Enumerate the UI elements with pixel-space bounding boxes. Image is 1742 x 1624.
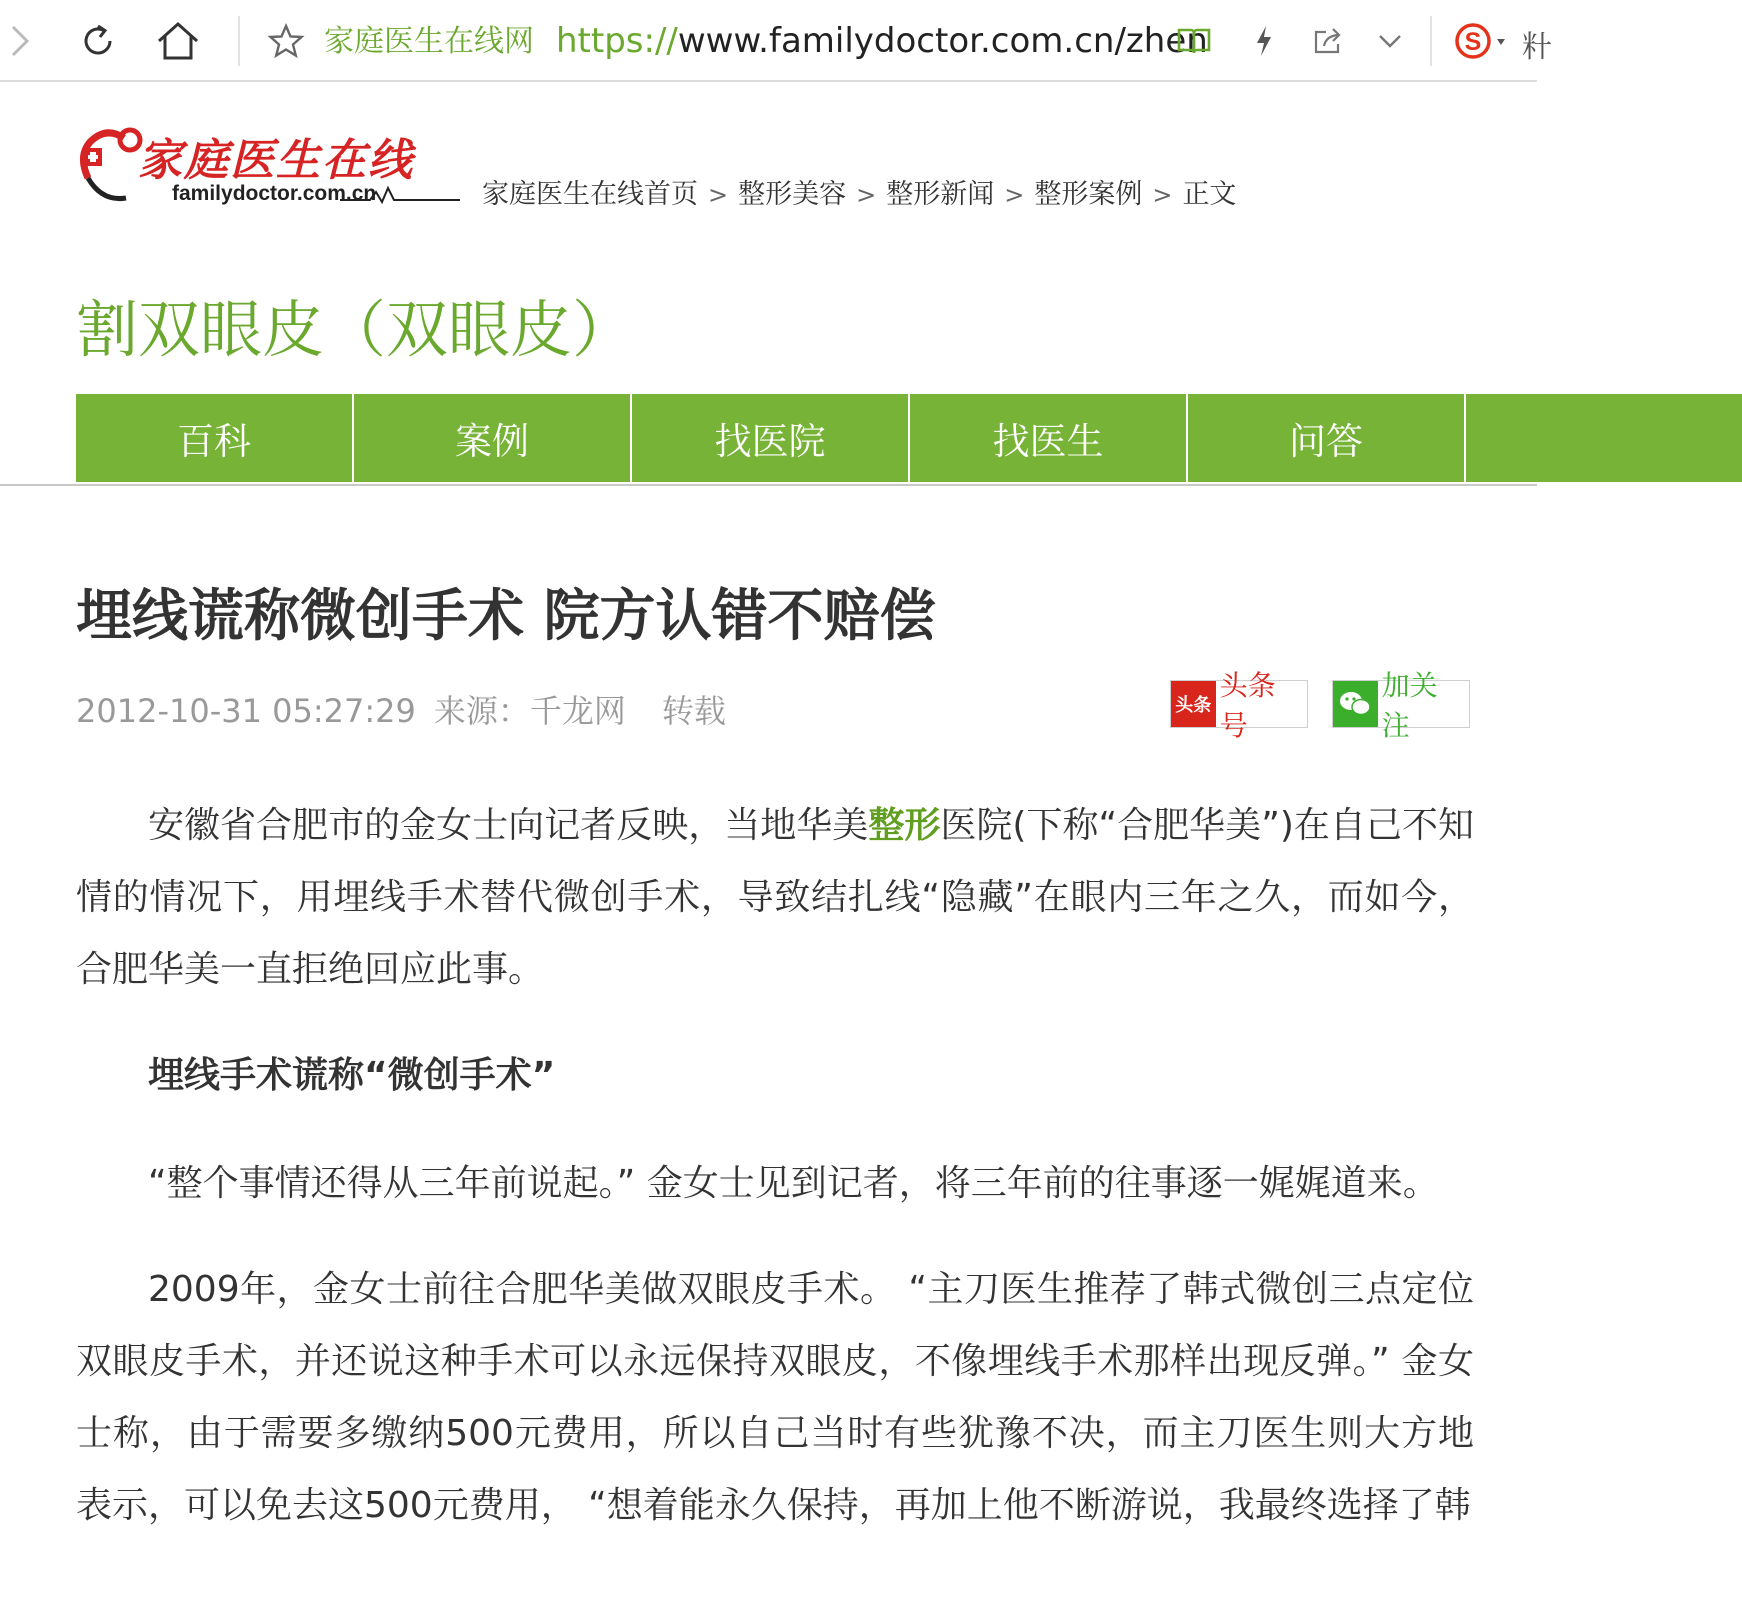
reader-mode-icon[interactable] <box>1172 0 1216 82</box>
site-logo[interactable] <box>76 118 460 218</box>
address-bar[interactable] <box>556 0 1208 82</box>
article-title: 埋线谎称微创手术 院方认错不赔偿 <box>76 584 936 649</box>
chevron-down-icon[interactable] <box>1370 0 1410 82</box>
sogou-extension-icon[interactable] <box>1450 0 1520 82</box>
article-meta <box>76 686 744 732</box>
url-text: www.familydoctor.com.cn/zhen <box>677 21 1208 61</box>
article-subheading: 埋线手术谎称“微创手术” <box>148 1055 556 1096</box>
article-paragraph <box>76 790 1474 1006</box>
logo-text: 家庭医生在线 <box>138 135 414 186</box>
channel-title: 割双眼皮（双眼皮） <box>76 293 635 366</box>
logo-domain: familydoctor.com.cn <box>172 182 377 205</box>
toutiao-icon: 头条 <box>1171 681 1216 727</box>
article-repost-label: 转载 <box>661 692 726 730</box>
wechat-label: 加关注 <box>1381 669 1438 742</box>
lightning-icon[interactable] <box>1244 0 1284 82</box>
home-icon[interactable] <box>150 0 206 82</box>
toolbar-divider <box>1430 16 1432 66</box>
nav-item-cases[interactable]: 案例 <box>354 394 630 482</box>
breadcrumb-separator: > <box>1152 181 1173 209</box>
breadcrumb-cases[interactable]: 整形案例 <box>1034 179 1143 210</box>
article-paragraph: 2009年，金女士前往合肥华美做双眼皮手术。 “主刀医生推荐了韩式微创三点定位双眼皮手术，并还说这种手术可以永远保持双眼皮，不像埋线手术那样出现反弹。” 金女士称，由于需要多缴纳500元费用，所以自己当时有些犹豫不决，而主刀医生则大方地表示，可以免去这500元费用， “想着能永久保持，再加上他不断游说，我最终选择了韩 <box>76 1269 1474 1526</box>
svg-text:S: S <box>1464 28 1482 56</box>
channel-nav <box>76 394 1537 482</box>
reload-icon[interactable] <box>72 0 124 82</box>
toutiao-follow-button[interactable] <box>1170 669 1308 742</box>
browser-toolbar <box>0 0 1552 82</box>
article-source: 来源：千龙网 <box>433 692 626 730</box>
url-scheme: https:// <box>556 21 678 61</box>
nav-item-find-hospital[interactable]: 找医院 <box>632 394 908 482</box>
breadcrumb-news[interactable]: 整形新闻 <box>886 179 995 210</box>
paragraph-text: 安徽省合肥市的金女士向记者反映，当地华美 <box>148 805 869 846</box>
forward-icon[interactable] <box>0 0 40 82</box>
breadcrumb-separator: > <box>856 181 877 209</box>
toolbar-divider <box>238 16 240 66</box>
keyword-link[interactable]: 整形 <box>868 805 941 846</box>
nav-item-find-doctor[interactable]: 找医生 <box>910 394 1186 482</box>
wechat-icon <box>1333 681 1378 727</box>
article-body <box>76 790 1474 1576</box>
bookmark-star-icon[interactable] <box>266 0 306 82</box>
paragraph-text: 医院(下称“合肥华美”)在自己不知情的情况下，用埋线手术替代微创手术，导致结扎线“隐藏”在眼内三年之久，而如今，合肥华美一直拒绝回应此事。 <box>76 805 1474 990</box>
clipped-toolbar-text: 籵 <box>1522 30 1552 65</box>
breadcrumb-current: 正文 <box>1182 179 1237 210</box>
breadcrumb-separator: > <box>1004 181 1025 209</box>
breadcrumb <box>482 172 1236 211</box>
article-paragraph: “整个事情还得从三年前说起。” 金女士见到记者，将三年前的往事逐一娓娓道来。 <box>148 1163 1439 1204</box>
article-datetime: 2012-10-31 05:27:29 <box>76 692 416 730</box>
heartbeat-line-icon <box>340 184 460 204</box>
toutiao-label: 头条号 <box>1219 669 1276 742</box>
share-icon[interactable] <box>1308 0 1348 82</box>
nav-divider <box>0 484 1537 486</box>
nav-item-more[interactable] <box>1466 394 1742 482</box>
nav-item-encyclopedia[interactable]: 百科 <box>76 394 352 482</box>
breadcrumb-separator: > <box>708 181 729 209</box>
breadcrumb-home[interactable]: 家庭医生在线首页 <box>482 179 698 210</box>
site-name-label: 家庭医生在线网 <box>324 24 534 59</box>
wechat-follow-button[interactable] <box>1332 669 1470 742</box>
nav-item-qa[interactable]: 问答 <box>1188 394 1464 482</box>
breadcrumb-cosmetic[interactable]: 整形美容 <box>738 179 847 210</box>
